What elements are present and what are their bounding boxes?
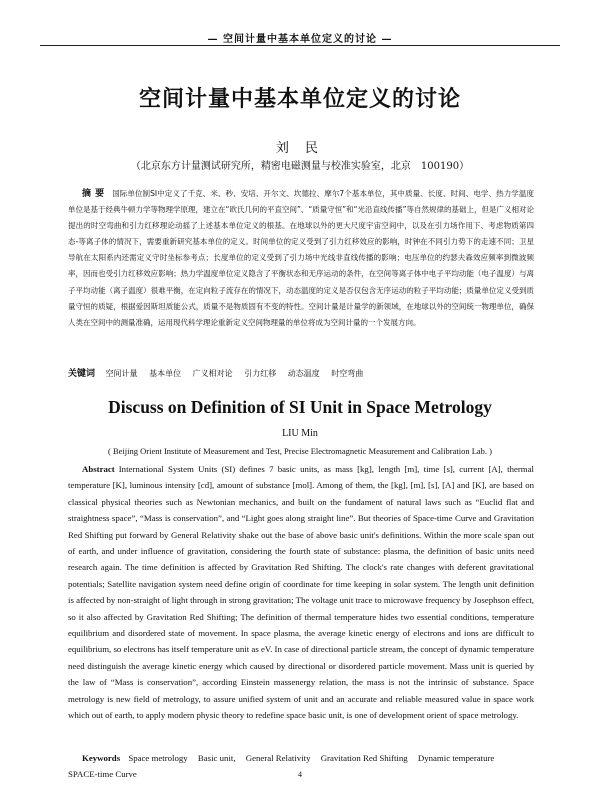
chinese-affiliation: （北京东方计量测试研究所，精密电磁测量与校准实验室，北京 100190） bbox=[130, 161, 470, 172]
chinese-keyword: 时空弯曲 bbox=[331, 369, 364, 378]
chinese-author: 刘 民 bbox=[275, 141, 325, 156]
chinese-keyword: 广义相对论 bbox=[192, 369, 233, 378]
english-abstract-text: International System Units (SI) defines 7 basic units, as mass [kg], length [m], time [s], current [A], thermal temperature [K], luminous intensity [cd], amount of substance [mol]. Among of them, the [kg], [m], [s], [A] and [K], are based on classical physical theories such as Newtonian mechanics, and built on the fundament of natural laws such as “Euclid flat and straightness space”, “Mass is conservation”, and “Light goes along straight line”. But theories of Space-time Curve and Gravitation Red Shifting put forward by General Relativity shake out the base of above basic unit's definitions. Within the more scale span out of earth, and under influence of gravitation, considering the fourth state of substance: plasma, the definition of basic units need research again. The time definition is affected by Gravitation Red Shifting. The clock's rate changes with deferent gravitational potentials; Satellite navigation system need define origin of coordinate for time keeping in solar system. The length unit definition is affected by non-straight of light through in strong gravitation; The voltage unit trace to microwave frequency by Josephson effect, so it also affected by Gravitation Red Shifting; The definition of thermal temperature hides two essential conditions, temperature equilibrium and disordered state of movement. In space plasma, the average kinetic energy of electrons and ions are difficult to equilibrium, so electrons has itself temperature unit as eV. In case of directional particle stream, the concept of dynamic temperature need distinguish the average kinetic energy which caused by directional or disordered particle movement. Mass unit is queried by the law of “Mass is conservation”, according Einstein massenergy relation, the mass is not the intrinsic of substance. Space metrology is new field of metrology, to assure unified system of unit and an accurate and reliable measured value in space work which out of earth, to apply modern physic theory to redefine space basic unit, is one of development orient of space metrology. bbox=[68, 464, 534, 721]
page-number: 4 bbox=[298, 770, 302, 779]
english-keyword: SPACE-time Curve bbox=[68, 769, 137, 779]
english-keyword: Gravitation Red Shifting bbox=[320, 753, 408, 763]
english-author: LIU Min bbox=[282, 428, 318, 439]
running-head: — 空间计量中基本单位定义的讨论 — bbox=[207, 34, 393, 45]
chinese-keyword: 动态温度 bbox=[287, 369, 320, 378]
header-rule bbox=[40, 45, 560, 46]
english-keyword: Dynamic temperature bbox=[417, 753, 495, 763]
english-keyword: Space metrology bbox=[128, 753, 188, 763]
english-keyword: Basic unit, bbox=[197, 753, 236, 763]
english-affiliation: ( Beijing Orient Institute of Measurement and Test, Precise Electromagnetic Measurement and Calibration Lab. ) bbox=[108, 446, 492, 456]
english-keywords-label: Keywords bbox=[82, 753, 121, 763]
chinese-keyword: 基本单位 bbox=[149, 369, 182, 378]
english-title: Discuss on Definition of SI Unit in Space Metrology bbox=[108, 397, 492, 417]
chinese-keywords-label: 关键词 bbox=[68, 369, 96, 379]
english-abstract bbox=[68, 461, 534, 724]
chinese-keyword: 引力红移 bbox=[244, 369, 277, 378]
chinese-keyword: 空间计量 bbox=[105, 369, 138, 378]
english-keyword: General Relativity bbox=[245, 753, 311, 763]
chinese-title: 空间计量中基本单位定义的讨论 bbox=[138, 87, 461, 112]
chinese-abstract bbox=[68, 186, 534, 331]
chinese-keywords bbox=[68, 366, 534, 379]
chinese-abstract-text: 国际单位制SI中定义了千克、米、秒、安培、开尔文、坎德拉、摩尔7个基本单位，其中质量、长度、时间、电学、热力学温度单位是基于经典牛顿力学等物理学原理，建立在“欧氏几何的平直空间”、“质量守恒”和“光沿直线传播”等自然规律的基础上，但是广义相对论提出的时空弯曲和引力红移理论动摇了上述基本单位定义的根基。在地球以外的更大尺度宇宙空间中，以及在引力场作用下、考虑物质第四态-等离子体的情况下，需要重新研究基本单位的定义。时间单位的定义受到了引力红移效应的影响，时钟在不同引力势下的走速不同；卫星导航在太阳系内还需定义守时坐标参考点；长度单位的定义受到了引力场中光线非直线传播的影响；电压单位的约瑟夫森效应频率到微波频率，因而也受引力红移效应影响；热力学温度单位定义隐含了平衡状态和无序运动的条件，在空间等离子体中电子平均动能（电子温度）与离子平均动能（离子温度）很难平衡，在定向粒子流存在的情况下，动态温度的定义是否仅包含无序运动的粒子平均动能；质量单位定义受到质量守恒的质疑，根据爱因斯坦质能公式，质量不是物质固有不变的特性。空间计量是计量学的新领域，在地球以外的空间统一物理单位，确保人类在空间中的测量准确，运用现代科学理论重新定义空间物理量的单位将成为空间计量的一个发展方向。 bbox=[68, 189, 534, 327]
chinese-abstract-label: 摘要 bbox=[82, 189, 109, 199]
english-abstract-label: Abstract bbox=[82, 464, 115, 474]
